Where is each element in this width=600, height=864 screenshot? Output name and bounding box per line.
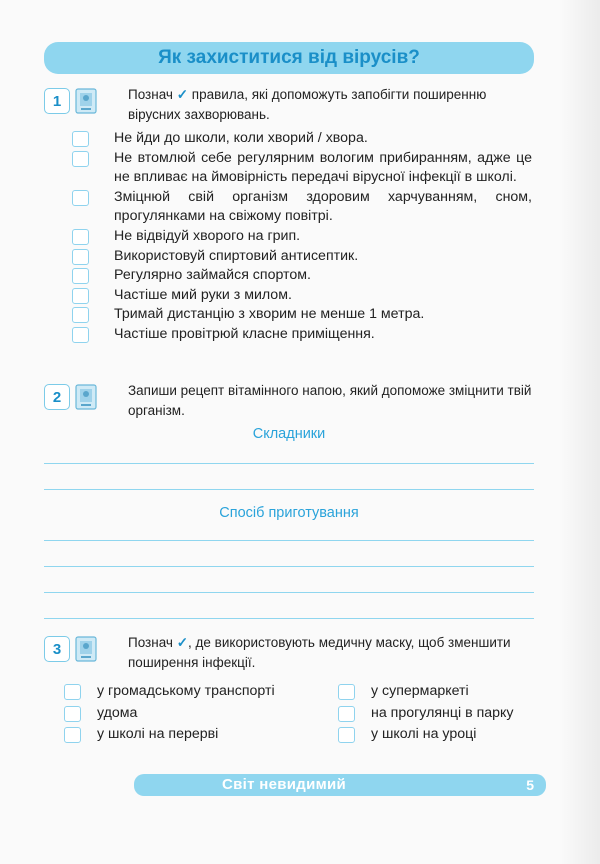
page-title: Як захиститися від вірусів? [158,47,420,68]
checkbox[interactable] [72,327,89,343]
checkbox[interactable] [338,727,355,743]
checkbox[interactable] [72,229,89,245]
checkbox[interactable] [72,249,89,265]
checkbox[interactable] [64,706,81,722]
checkbox[interactable] [72,131,89,147]
writing-line[interactable] [44,463,534,464]
checkmark-icon: ✓ [176,87,189,102]
list-item: на прогулянці в парку [338,704,514,724]
checkbox[interactable] [338,684,355,700]
checkbox[interactable] [72,288,89,304]
list-item: у громадському транспорті [64,682,275,702]
writing-line[interactable] [44,489,534,490]
writing-line[interactable] [44,540,534,541]
checkbox[interactable] [72,268,89,284]
list-item: у школі на перерві [64,725,275,745]
book-icon [74,383,98,411]
list-item: Частіше провітрюй класне приміщення. [72,325,534,345]
list-item: у супермаркеті [338,682,514,702]
list-item: у школі на уроці [338,725,514,745]
footer-title: Світ невидимий [221,776,347,793]
task-1-instruction: Познач ✓ правила, які допоможуть запобігти поширенню вірусних захворювань. [128,87,487,122]
list-item: Тримай дистанцію з хворим не менше 1 метра. [72,305,534,325]
list-item: удома [64,704,275,724]
task-number-1: 1 [44,88,70,114]
list-item: Не відвідуй хворого на грип. [72,227,534,247]
task-2-instruction: Запиши рецепт вітамінного напою, який допоможе зміцнити твій організм. [128,383,532,418]
task-number-2: 2 [44,384,70,410]
writing-line[interactable] [44,566,534,567]
checkbox[interactable] [338,706,355,722]
checkbox[interactable] [72,307,89,323]
task-number-3: 3 [44,636,70,662]
list-item: Не йди до школи, коли хворий / хвора. [72,129,534,149]
method-heading: Спосіб приготування [219,505,359,521]
footer-band [134,774,546,796]
checkbox[interactable] [64,684,81,700]
checkbox[interactable] [72,151,89,167]
list-item: Використовуй спиртовий антисептик. [72,247,534,267]
page-edge-shadow [560,0,600,864]
ingredients-heading: Складники [252,426,326,442]
writing-line[interactable] [44,618,534,619]
list-item: Не втомлюй себе регулярним вологим прибиранням, адже це не впливає на ймовірність передачі вірусної інфекції в школі. [72,149,534,188]
checkmark-icon: ✓ [176,635,189,650]
task-3-left-options [64,682,275,747]
checkbox[interactable] [72,190,89,206]
list-item: Зміцнюй свій організм здоровим харчуванням, сном, прогулянками на свіжому повітрі. [72,188,534,227]
list-item: Частіше мий руки з милом. [72,286,534,306]
page-number: 5 [526,777,534,793]
writing-line[interactable] [44,592,534,593]
task-1-rules-list [72,129,534,345]
task-3-instruction: Познач ✓, де використовують медичну маску, щоб зменшити поширення інфекції. [128,635,511,670]
list-item: Регулярно займайся спортом. [72,266,534,286]
book-icon [74,87,98,115]
checkbox[interactable] [64,727,81,743]
task-3-right-options [338,682,514,747]
title-banner [44,42,534,74]
book-icon [74,635,98,663]
